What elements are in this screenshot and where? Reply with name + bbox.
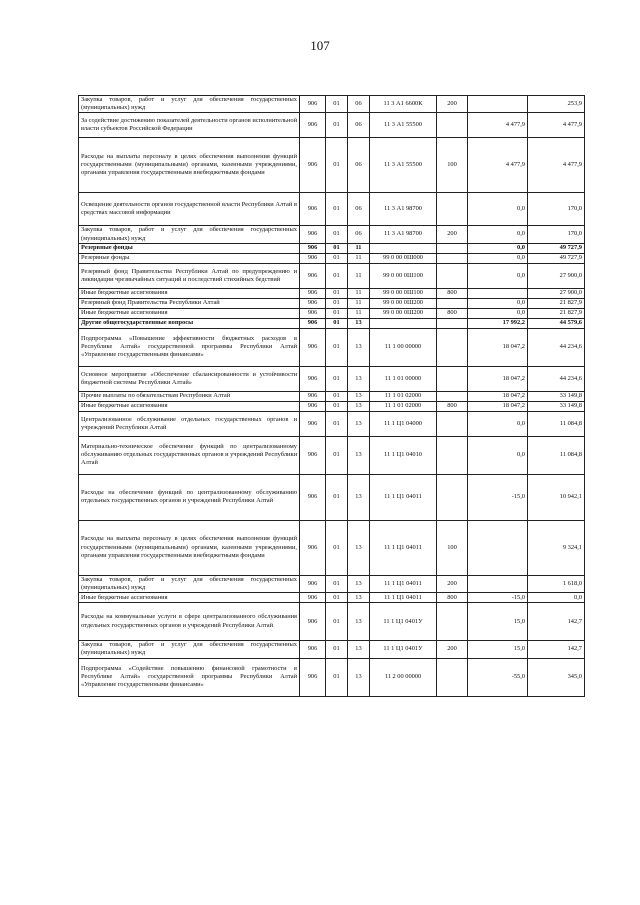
row-section: 01 — [326, 520, 348, 575]
row-total-amount: 27 900,0 — [528, 288, 585, 298]
table-body — [79, 96, 585, 697]
row-grbs: 906 — [300, 411, 326, 436]
row-grbs: 906 — [300, 318, 326, 328]
row-total-amount: 142,7 — [528, 641, 585, 658]
table-row — [79, 328, 585, 366]
row-section: 01 — [326, 575, 348, 592]
row-total-amount: 33 149,8 — [528, 401, 585, 411]
row-expense-type — [437, 366, 468, 391]
table-row — [79, 641, 585, 658]
row-name: Расходы на коммунальные услуги в сфере централизованного обслуживания отдельных государственных органов и учреждений Республики Алтай — [79, 603, 300, 641]
row-change-amount: -55,0 — [468, 658, 528, 696]
row-name: Расходы на выплаты персоналу в целях обеспечения выполнения функций государственными (муниципальными) органами, казенными учреждениями, органами управления государственными внебюджетными фондами — [79, 138, 300, 193]
row-grbs: 906 — [300, 575, 326, 592]
row-target-article: 11 3 А1 98700 — [370, 226, 437, 243]
row-change-amount: 4 477,9 — [468, 113, 528, 138]
row-name: Иные бюджетные ассигнования — [79, 593, 300, 603]
row-expense-type: 200 — [437, 226, 468, 243]
row-section: 01 — [326, 603, 348, 641]
row-target-article: 11 3 А1 98700 — [370, 193, 437, 226]
budget-table — [78, 95, 585, 697]
row-name: За содействие достижению показателей деятельности органов исполнительной власти субъектов Российской Федерации — [79, 113, 300, 138]
row-section: 01 — [326, 193, 348, 226]
row-section: 01 — [326, 96, 348, 113]
row-section: 01 — [326, 113, 348, 138]
row-subsection: 13 — [348, 575, 370, 592]
row-target-article — [370, 318, 437, 328]
row-subsection: 13 — [348, 474, 370, 520]
row-subsection: 06 — [348, 113, 370, 138]
row-expense-type — [437, 113, 468, 138]
row-grbs: 906 — [300, 401, 326, 411]
row-target-article: 11 1 01 02000 — [370, 401, 437, 411]
row-name: Расходы на выплаты персоналу в целях обеспечения выполнения функций государственными (муниципальными) органами, казенными учреждениями, органами управления государственными внебюджетными фондами — [79, 520, 300, 575]
row-expense-type: 200 — [437, 96, 468, 113]
table-row — [79, 401, 585, 411]
row-section: 01 — [326, 318, 348, 328]
row-target-article: 11 1 00 00000 — [370, 328, 437, 366]
row-expense-type — [437, 253, 468, 263]
row-subsection: 11 — [348, 243, 370, 253]
row-subsection: 13 — [348, 641, 370, 658]
table-row — [79, 593, 585, 603]
row-section: 01 — [326, 308, 348, 318]
row-grbs: 906 — [300, 658, 326, 696]
row-name: Резервный фонд Правительства Республики Алтай — [79, 298, 300, 308]
table-row — [79, 193, 585, 226]
table-row — [79, 253, 585, 263]
row-subsection: 13 — [348, 391, 370, 401]
row-section: 01 — [326, 288, 348, 298]
table-row — [79, 474, 585, 520]
row-total-amount: 345,0 — [528, 658, 585, 696]
row-section: 01 — [326, 328, 348, 366]
row-name: Подпрограмма «Содействие повышению финансовой грамотности в Республике Алтай» государственной программы Республики Алтай «Управление государственными финансами» — [79, 658, 300, 696]
row-change-amount: 0,0 — [468, 298, 528, 308]
row-expense-type — [437, 391, 468, 401]
row-target-article: 99 0 00 0Ш200 — [370, 308, 437, 318]
row-grbs: 906 — [300, 366, 326, 391]
row-name: Другие общегосударственные вопросы — [79, 318, 300, 328]
row-section: 01 — [326, 593, 348, 603]
row-change-amount: 0,0 — [468, 308, 528, 318]
row-change-amount: 18 047,2 — [468, 366, 528, 391]
row-subsection: 13 — [348, 658, 370, 696]
table-row — [79, 113, 585, 138]
row-grbs: 906 — [300, 96, 326, 113]
row-name: Прочие выплаты по обязательствам Республики Алтай — [79, 391, 300, 401]
row-target-article: 11 1 Ц1 04010 — [370, 436, 437, 474]
row-name: Расходы на обеспечение функций по централизованному обслуживанию отдельных государственных органов и учреждений Республики Алтай — [79, 474, 300, 520]
row-name: Закупка товаров, работ и услуг для обеспечения государственных (муниципальных) нужд — [79, 226, 300, 243]
row-subsection: 13 — [348, 366, 370, 391]
row-change-amount: 18 047,2 — [468, 391, 528, 401]
row-target-article — [370, 243, 437, 253]
row-change-amount — [468, 520, 528, 575]
row-total-amount: 11 084,8 — [528, 411, 585, 436]
row-grbs: 906 — [300, 298, 326, 308]
table-row — [79, 298, 585, 308]
row-subsection: 11 — [348, 308, 370, 318]
row-change-amount — [468, 575, 528, 592]
table-row — [79, 391, 585, 401]
row-expense-type — [437, 263, 468, 288]
row-change-amount: 0,0 — [468, 226, 528, 243]
row-change-amount: 18 047,2 — [468, 401, 528, 411]
row-change-amount: 18 047,2 — [468, 328, 528, 366]
row-grbs: 906 — [300, 603, 326, 641]
row-total-amount: 1 618,0 — [528, 575, 585, 592]
row-expense-type — [437, 603, 468, 641]
row-total-amount: 4 477,9 — [528, 113, 585, 138]
row-subsection: 13 — [348, 520, 370, 575]
row-grbs: 906 — [300, 328, 326, 366]
table-row — [79, 658, 585, 696]
row-subsection: 06 — [348, 193, 370, 226]
row-expense-type: 800 — [437, 288, 468, 298]
row-name: Резервные фонды — [79, 243, 300, 253]
table-row — [79, 288, 585, 298]
row-subsection: 11 — [348, 298, 370, 308]
row-grbs: 906 — [300, 593, 326, 603]
row-total-amount: 170,0 — [528, 226, 585, 243]
row-change-amount: -15,0 — [468, 593, 528, 603]
row-section: 01 — [326, 658, 348, 696]
row-grbs: 906 — [300, 641, 326, 658]
row-name: Централизованное обслуживание отдельных государственных органов и учреждений Республики Алтай — [79, 411, 300, 436]
row-section: 01 — [326, 263, 348, 288]
row-total-amount: 142,7 — [528, 603, 585, 641]
row-section: 01 — [326, 138, 348, 193]
row-total-amount: 0,0 — [528, 593, 585, 603]
row-name: Иные бюджетные ассигнования — [79, 288, 300, 298]
row-name: Подпрограмма «Повышение эффективности бюджетных расходов в Республике Алтай» государственной программы Республики Алтай «Управление государственными финансами» — [79, 328, 300, 366]
row-change-amount: 0,0 — [468, 263, 528, 288]
row-grbs: 906 — [300, 520, 326, 575]
row-change-amount: 0,0 — [468, 243, 528, 253]
row-total-amount: 170,0 — [528, 193, 585, 226]
row-change-amount: 0,0 — [468, 253, 528, 263]
row-expense-type: 100 — [437, 138, 468, 193]
row-subsection: 13 — [348, 411, 370, 436]
row-expense-type — [437, 658, 468, 696]
row-target-article: 99 0 00 0Ш000 — [370, 253, 437, 263]
row-total-amount: 9 324,1 — [528, 520, 585, 575]
table-row — [79, 318, 585, 328]
row-total-amount: 44 234,6 — [528, 366, 585, 391]
row-grbs: 906 — [300, 436, 326, 474]
row-total-amount: 27 900,0 — [528, 263, 585, 288]
table-row — [79, 308, 585, 318]
row-target-article: 11 1 Ц1 0401У — [370, 603, 437, 641]
row-total-amount: 33 149,8 — [528, 391, 585, 401]
table-row — [79, 411, 585, 436]
row-expense-type — [437, 298, 468, 308]
row-target-article: 11 1 Ц1 04011 — [370, 575, 437, 592]
row-target-article: 99 0 00 0Ш200 — [370, 298, 437, 308]
row-name: Закупка товаров, работ и услуг для обеспечения государственных (муниципальных) нужд — [79, 96, 300, 113]
row-subsection: 11 — [348, 253, 370, 263]
row-subsection: 13 — [348, 603, 370, 641]
row-target-article: 99 0 00 0Ш100 — [370, 263, 437, 288]
row-total-amount: 10 942,1 — [528, 474, 585, 520]
row-expense-type — [437, 436, 468, 474]
row-expense-type: 200 — [437, 641, 468, 658]
row-change-amount — [468, 288, 528, 298]
row-name: Материально-техническое обеспечение функций по централизованному обслуживанию отдельных государственных органов и учреждений Республики Алтай — [79, 436, 300, 474]
row-name: Резервный фонд Правительства Республики Алтай по предупреждению и ликвидации чрезвычайных ситуаций и последствий стихийных бедствий — [79, 263, 300, 288]
row-name: Закупка товаров, работ и услуг для обеспечения государственных (муниципальных) нужд — [79, 641, 300, 658]
row-change-amount: 0,0 — [468, 436, 528, 474]
row-expense-type — [437, 328, 468, 366]
row-total-amount: 253,9 — [528, 96, 585, 113]
row-change-amount — [468, 96, 528, 113]
row-target-article: 99 0 00 0Ш100 — [370, 288, 437, 298]
row-section: 01 — [326, 391, 348, 401]
row-grbs: 906 — [300, 263, 326, 288]
row-change-amount: 0,0 — [468, 193, 528, 226]
row-total-amount: 44 579,6 — [528, 318, 585, 328]
row-section: 01 — [326, 474, 348, 520]
row-subsection: 11 — [348, 288, 370, 298]
row-total-amount: 49 727,9 — [528, 243, 585, 253]
row-target-article: 11 1 Ц1 04000 — [370, 411, 437, 436]
row-total-amount: 11 084,8 — [528, 436, 585, 474]
table-row — [79, 603, 585, 641]
row-expense-type — [437, 411, 468, 436]
table-row — [79, 366, 585, 391]
row-subsection: 13 — [348, 328, 370, 366]
row-section: 01 — [326, 243, 348, 253]
row-section: 01 — [326, 253, 348, 263]
row-grbs: 906 — [300, 308, 326, 318]
row-change-amount: 15,0 — [468, 641, 528, 658]
table-row — [79, 226, 585, 243]
row-total-amount: 21 827,9 — [528, 308, 585, 318]
table-row — [79, 243, 585, 253]
row-grbs: 906 — [300, 193, 326, 226]
table-row — [79, 520, 585, 575]
row-subsection: 11 — [348, 263, 370, 288]
row-total-amount: 44 234,6 — [528, 328, 585, 366]
row-total-amount: 21 827,9 — [528, 298, 585, 308]
row-target-article: 11 3 А1 55500 — [370, 138, 437, 193]
row-total-amount: 4 477,9 — [528, 138, 585, 193]
row-subsection: 06 — [348, 96, 370, 113]
row-subsection: 13 — [348, 436, 370, 474]
row-name: Освещение деятельности органов государственной власти Республики Алтай в средствах массовой информации — [79, 193, 300, 226]
row-section: 01 — [326, 641, 348, 658]
row-subsection: 06 — [348, 226, 370, 243]
row-target-article: 11 2 00 00000 — [370, 658, 437, 696]
row-name: Закупка товаров, работ и услуг для обеспечения государственных (муниципальных) нужд — [79, 575, 300, 592]
row-name: Резервные фонды — [79, 253, 300, 263]
row-subsection: 13 — [348, 593, 370, 603]
row-grbs: 906 — [300, 253, 326, 263]
table-row — [79, 436, 585, 474]
row-grbs: 906 — [300, 288, 326, 298]
row-target-article: 11 1 Ц1 04011 — [370, 520, 437, 575]
row-expense-type: 200 — [437, 575, 468, 592]
row-expense-type: 800 — [437, 593, 468, 603]
row-subsection: 06 — [348, 138, 370, 193]
row-target-article: 11 1 Ц1 04011 — [370, 474, 437, 520]
row-name: Основное мероприятие «Обеспечение сбалансированности и устойчивости бюджетной системы Республики Алтай» — [79, 366, 300, 391]
row-expense-type — [437, 318, 468, 328]
row-expense-type: 100 — [437, 520, 468, 575]
row-section: 01 — [326, 298, 348, 308]
row-name: Иные бюджетные ассигнования — [79, 308, 300, 318]
row-section: 01 — [326, 401, 348, 411]
row-change-amount: 0,0 — [468, 411, 528, 436]
row-total-amount: 49 727,9 — [528, 253, 585, 263]
row-grbs: 906 — [300, 391, 326, 401]
row-expense-type: 800 — [437, 308, 468, 318]
row-target-article: 11 3 А1 55500 — [370, 113, 437, 138]
row-target-article: 11 1 Ц1 0401У — [370, 641, 437, 658]
table-row — [79, 138, 585, 193]
row-subsection: 13 — [348, 401, 370, 411]
row-target-article: 11 1 01 00000 — [370, 366, 437, 391]
row-target-article: 11 1 Ц1 04011 — [370, 593, 437, 603]
row-grbs: 906 — [300, 474, 326, 520]
row-expense-type — [437, 474, 468, 520]
row-change-amount: -15,0 — [468, 474, 528, 520]
row-target-article: 11 1 01 02000 — [370, 391, 437, 401]
row-expense-type — [437, 193, 468, 226]
row-section: 01 — [326, 436, 348, 474]
table-row — [79, 263, 585, 288]
row-change-amount: 17 992,2 — [468, 318, 528, 328]
row-change-amount: 4 477,9 — [468, 138, 528, 193]
row-grbs: 906 — [300, 113, 326, 138]
row-section: 01 — [326, 366, 348, 391]
page-number: 107 — [310, 38, 330, 53]
row-expense-type: 800 — [437, 401, 468, 411]
row-change-amount: 15,0 — [468, 603, 528, 641]
row-target-article: 11 3 А1 6600К — [370, 96, 437, 113]
row-section: 01 — [326, 226, 348, 243]
row-grbs: 906 — [300, 243, 326, 253]
row-name: Иные бюджетные ассигнования — [79, 401, 300, 411]
row-grbs: 906 — [300, 138, 326, 193]
row-subsection: 13 — [348, 318, 370, 328]
table-row — [79, 96, 585, 113]
row-expense-type — [437, 243, 468, 253]
table-row — [79, 575, 585, 592]
row-section: 01 — [326, 411, 348, 436]
row-grbs: 906 — [300, 226, 326, 243]
